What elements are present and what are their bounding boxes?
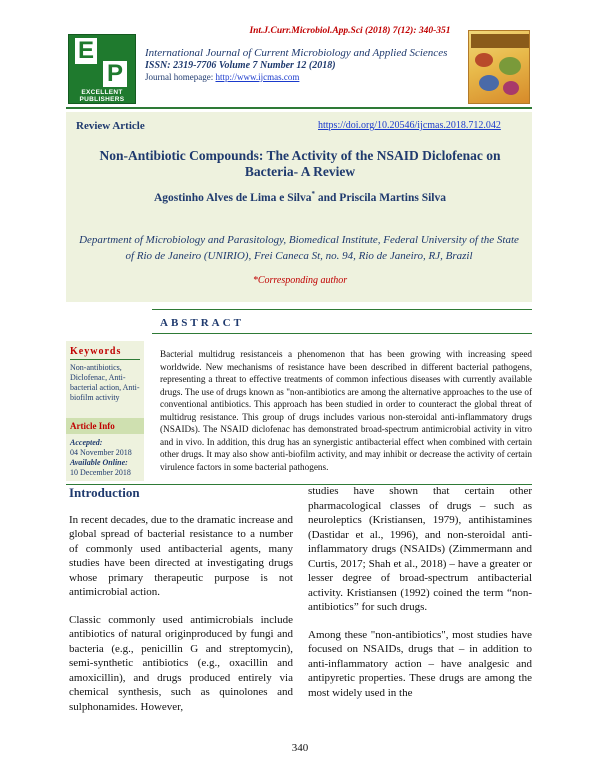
journal-issn: ISSN: 2319-7706 Volume 7 Number 12 (2018) <box>145 60 336 71</box>
author-1: Agostinho Alves de Lima e Silva <box>154 191 312 204</box>
publisher-logo <box>68 34 136 104</box>
corresponding-marker: * <box>311 190 316 198</box>
article-authors <box>80 190 520 204</box>
logo-letter-e: E <box>75 38 97 64</box>
abstract-rule-top <box>152 309 532 310</box>
homepage-link[interactable]: http://www.ijcmas.com <box>215 72 300 82</box>
article-dates <box>70 438 144 478</box>
paragraph: Among these "non-antibiotics", most studies have focused on NSAIDs, drugs that – in addition to anti-inflammatory action – have analgesic and antipyretic properties. These drugs are among the most widely used in the <box>308 628 532 699</box>
keywords-rule <box>70 359 140 360</box>
accepted-date: 04 November 2018 <box>70 448 132 457</box>
keywords-heading: Keywords <box>70 346 122 357</box>
article-type: Review Article <box>76 120 145 132</box>
journal-name: International Journal of Current Microbiology and Applied Sciences <box>145 47 448 59</box>
page-number: 340 <box>291 742 309 754</box>
cover-title-band <box>471 34 529 48</box>
cover-blob <box>479 75 499 91</box>
header-rule <box>66 107 532 109</box>
title-block-background <box>66 112 532 302</box>
paragraph: In recent decades, due to the dramatic increase and global spread of bacterial resistance to a number of commonly used antibacterial agents, many studies have been directed at investigating drugs whose primary therapeutic purpose is not antimicrobial action. <box>69 513 293 598</box>
journal-citation: Int.J.Curr.Microbiol.App.Sci (2018) 7(12): 340-351 <box>249 26 451 36</box>
cover-blob <box>503 81 519 95</box>
online-label: Available Online: <box>70 458 128 467</box>
online-date: 10 December 2018 <box>70 468 131 477</box>
logo-letter-p: P <box>103 61 127 87</box>
author-2: and Priscila Martins Silva <box>315 191 446 204</box>
logo-text-line1: EXCELLENT <box>81 89 123 96</box>
article-info-heading: Article Info <box>70 421 115 431</box>
journal-cover-image <box>468 30 530 104</box>
journal-info <box>145 47 460 82</box>
homepage-label: Journal homepage: <box>145 72 216 82</box>
body-column-right <box>308 484 532 713</box>
article-title: Non-Antibiotic Compounds: The Activity of the NSAID Diclofenac on Bacteria- A Review <box>99 148 501 179</box>
accepted-label: Accepted: <box>70 438 103 447</box>
abstract-rule-bottom <box>152 333 532 334</box>
cover-blob <box>475 53 493 67</box>
logo-text-line2: PUBLISHERS <box>79 96 125 103</box>
body-column-left <box>69 486 293 727</box>
abstract-text: Bacterial multidrug resistanceis a phenomenon that has been growing with increasing speed worldwide. New mechanisms of resistance have been described in different bacterial pathogens, representing a threat to effective treatments of common infectious diseases with currently available drugs. The use of drugs known as "non-antibiotics are among the alternative approaches to the use of conventional antibiotics. This approach has been studied in order to counteract the global threat of multidrug resistance. This group of drugs includes various non-steroidal anti-inflammatory drugs (NSAIDs). The NSAID diclofenac has demonstrated broad-spectrum antimicrobial activity in vitro and in vivo. In addition, this drug has an synergistic antibacterial effect when combined with certain other drugs. It may also show anti-biofilm activity, and may inhibit or decrease the activity of certain virulence factors in some bacterial pathogens. <box>160 349 532 472</box>
section-heading-introduction: Introduction <box>69 485 140 500</box>
journal-homepage <box>145 72 460 82</box>
doi-link[interactable]: https://doi.org/10.20546/ijcmas.2018.712.042 <box>318 120 501 131</box>
abstract-heading: ABSTRACT <box>160 317 244 329</box>
keywords-list: Non-antibiotics, Diclofenac, Anti-bacterial action, Anti-biofilm activity <box>70 363 140 402</box>
cover-blob <box>499 57 521 75</box>
corresponding-author-note: *Corresponding author <box>252 275 348 286</box>
paragraph: studies have shown that certain other pharmacological classes of drugs – such as neuroleptics (Kristiansen, 1979), antihistamines (Dastidar et al., 1996), and non-steroidal anti-inflammatory drugs (NSAIDs) (Zimmermann and Curtis, 2017; Shah et al., 2018) – have a greater or lesser degree of broad-spectrum antibacterial activity. Kristiansen (1992) coined the term “non-antibiotics” for such drugs. <box>308 485 532 613</box>
paragraph: Classic commonly used antimicrobials include antibiotics of natural originproduced by fungi and bacteria (e.g., penicillin G and streptomycin), semi-synthetic antibiotics (e.g., oxacillin and amoxicillin), and drugs produced entirely via chemical synthesis, such as quinolones and sulphonamides. However, <box>69 613 293 713</box>
author-affiliation: Department of Microbiology and Parasitology, Biomedical Institute, Federal University of the State of Rio de Janeiro (UNIRIO), Frei Caneca St, no. 94, Rio de Janeiro, RJ, Brazil <box>79 234 519 262</box>
